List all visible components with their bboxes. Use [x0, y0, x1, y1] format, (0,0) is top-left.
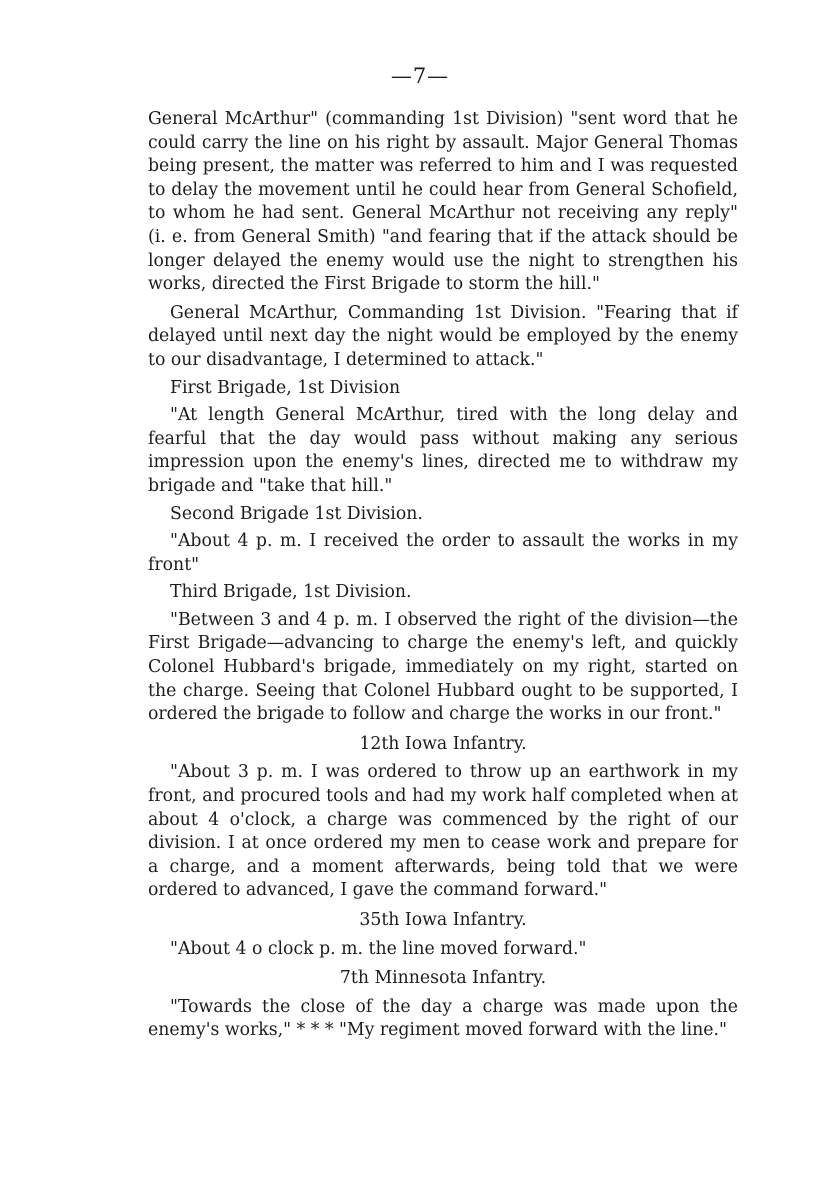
paragraph-second-brigade-quote: "About 4 p. m. I received the order to assault the works in my front" [148, 531, 738, 575]
heading-12th-iowa: 12th Iowa Infantry. [359, 733, 527, 754]
body-text [148, 108, 738, 1047]
paragraph-mcarthur-quote: General McArthur, Commanding 1st Division. "Fearing that if delayed until next day the night would be employed by the enemy to our disadvantage, I determined to attack." [148, 302, 738, 370]
label-first-brigade: First Brigade, 1st Division [170, 377, 401, 398]
paragraph-third-brigade-quote: "Between 3 and 4 p. m. I observed the right of the division—the First Brigade—advancing to charge the enemy's left, and quickly Colonel Hubbard's brigade, immediately on my right, started on the charge. Seeing that Colonel Hubbard ought to be supported, I ordered the brigade to follow and charge the works in our front." [148, 609, 738, 725]
paragraph-12th-iowa-quote: "About 3 p. m. I was ordered to throw up an earthwork in my front, and procured tools and had my work half completed when at about 4 o'clock, a charge was commenced by the right of our division. I at once ordered my men to cease work and prepare for a charge, and a moment afterwards, being told that we were ordered to advanced, I gave the command forward." [148, 762, 738, 901]
paragraph-mcarthur-report: General McArthur" (commanding 1st Division) "sent word that he could carry the line on his right by assault. Major General Thomas being present, the matter was referred to him and I was requested to delay the movement until he could hear from General Schofield, to whom he had sent. General McArthur not receiving any reply" (i. e. from General Smith) "and fearing that if the attack should be longer delayed the enemy would use the night to strengthen his works, directed the First Brigade to storm the hill." [148, 109, 738, 295]
paragraph-35th-iowa-quote: "About 4 o clock p. m. the line moved forward." [170, 938, 587, 959]
heading-7th-minnesota: 7th Minnesota Infantry. [339, 968, 547, 989]
heading-35th-iowa: 35th Iowa Infantry. [359, 910, 527, 930]
paragraph-first-brigade-quote: "At length General McArthur, tired with the long delay and fearful that the day would pass without making any serious impression upon the enemy's lines, directed me to withdraw my brigade and "take that hill." [148, 405, 738, 496]
paragraph-7th-minnesota-quote: "Towards the close of the day a charge was made upon the enemy's works," * * * "My regiment moved forward with the line." [148, 996, 738, 1041]
label-second-brigade: Second Brigade 1st Division. [170, 503, 423, 524]
page-number: —7— [390, 64, 450, 88]
label-third-brigade: Third Brigade, 1st Division. [170, 582, 412, 603]
